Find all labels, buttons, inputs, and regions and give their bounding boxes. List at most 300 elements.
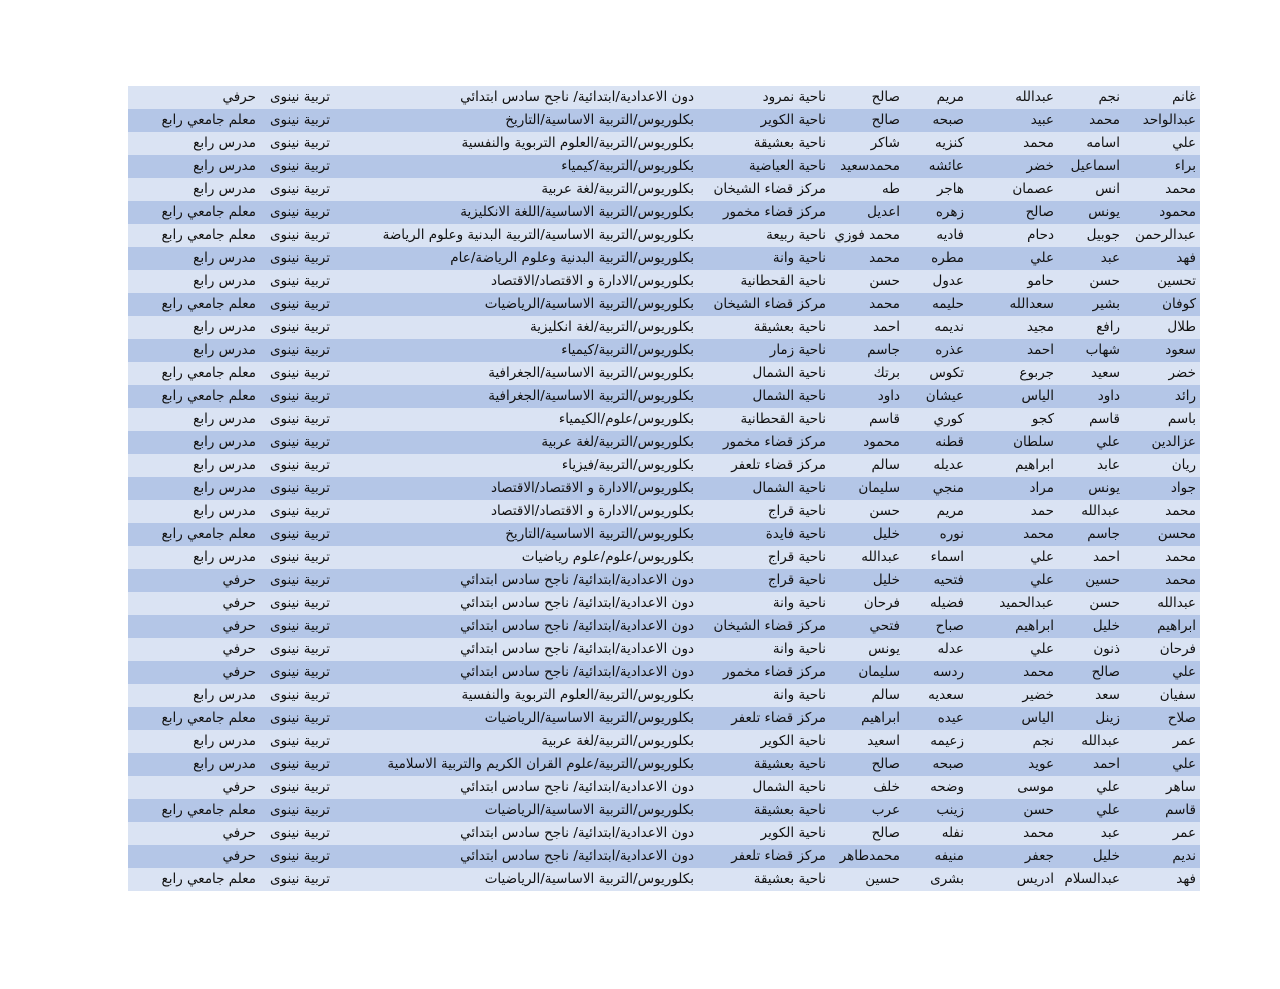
cell-district[interactable]: ناحية قراج: [767, 503, 826, 519]
cell-qualification[interactable]: بكلوريوس/التربية الاساسية/الرياضيات: [484, 871, 694, 887]
cell-mother-father-name[interactable]: صالح: [871, 112, 900, 128]
cell-grandfather-name[interactable]: عبيد: [1030, 112, 1054, 128]
cell-mother-name[interactable]: ردسه: [932, 664, 964, 680]
cell-job-title[interactable]: حرفي: [222, 89, 256, 105]
cell-mother-name[interactable]: عديله: [933, 457, 964, 473]
cell-mother-father-name[interactable]: صالح: [871, 89, 900, 105]
cell-mother-name[interactable]: عدول: [932, 273, 964, 289]
cell-father-name[interactable]: انس: [1095, 181, 1120, 197]
cell-first-name[interactable]: عبدالله: [1157, 595, 1196, 611]
cell-father-name[interactable]: يونس: [1088, 480, 1120, 496]
cell-grandfather-name[interactable]: ابراهيم: [1015, 457, 1054, 473]
cell-first-name[interactable]: تحسين: [1157, 273, 1196, 289]
cell-mother-name[interactable]: عيده: [937, 710, 964, 726]
cell-district[interactable]: ناحية بعشيقة: [753, 802, 826, 818]
cell-first-name[interactable]: فرحان: [1159, 641, 1196, 657]
cell-directorate[interactable]: تربية نينوى: [269, 250, 330, 266]
cell-qualification[interactable]: بكلوريوس/التربية/فيزياء: [561, 457, 694, 473]
cell-father-name[interactable]: خليل: [1092, 848, 1120, 864]
cell-qualification[interactable]: دون الاعدادية/ابتدائية/ ناجح سادس ابتدائي: [460, 572, 694, 588]
cell-father-name[interactable]: بشير: [1092, 296, 1120, 312]
cell-father-name[interactable]: داود: [1097, 388, 1120, 404]
cell-father-name[interactable]: احمد: [1093, 549, 1120, 565]
cell-qualification[interactable]: دون الاعدادية/ابتدائية/ ناجح سادس ابتدائي: [460, 618, 694, 634]
cell-mother-name[interactable]: فضيله: [930, 595, 964, 611]
cell-district[interactable]: ناحية وانة: [772, 641, 826, 657]
cell-grandfather-name[interactable]: عويد: [1028, 756, 1054, 772]
cell-grandfather-name[interactable]: علي: [1030, 250, 1054, 266]
cell-job-title[interactable]: حرفي: [222, 825, 256, 841]
cell-mother-name[interactable]: تكوس: [929, 365, 964, 381]
cell-directorate[interactable]: تربية نينوى: [269, 181, 330, 197]
cell-directorate[interactable]: تربية نينوى: [269, 434, 330, 450]
cell-mother-father-name[interactable]: شاكر: [870, 135, 900, 151]
cell-father-name[interactable]: صالح: [1091, 664, 1120, 680]
cell-district[interactable]: ناحية وانة: [772, 595, 826, 611]
cell-grandfather-name[interactable]: مراد: [1029, 480, 1054, 496]
cell-mother-name[interactable]: نفله: [941, 825, 964, 841]
cell-grandfather-name[interactable]: محمد: [1023, 664, 1054, 680]
cell-district[interactable]: ناحية وانة: [772, 687, 826, 703]
cell-directorate[interactable]: تربية نينوى: [269, 342, 330, 358]
cell-father-name[interactable]: حسن: [1089, 273, 1120, 289]
cell-directorate[interactable]: تربية نينوى: [269, 319, 330, 335]
cell-mother-name[interactable]: منيفه: [934, 848, 964, 864]
cell-job-title[interactable]: حرفي: [222, 618, 256, 634]
cell-job-title[interactable]: مدرس رابع: [193, 273, 256, 289]
cell-qualification[interactable]: بكلوريوس/التربية/العلوم التربوية والنفسية: [461, 135, 694, 151]
cell-grandfather-name[interactable]: سلطان: [1013, 434, 1054, 450]
cell-grandfather-name[interactable]: صالح: [1025, 204, 1054, 220]
cell-father-name[interactable]: عبدالله: [1081, 503, 1120, 519]
cell-directorate[interactable]: تربية نينوى: [269, 457, 330, 473]
cell-district[interactable]: ناحية بعشيقة: [753, 319, 826, 335]
cell-district[interactable]: مركز قضاء الشيخان: [713, 618, 826, 634]
cell-directorate[interactable]: تربية نينوى: [269, 825, 330, 841]
cell-father-name[interactable]: نجم: [1098, 89, 1120, 105]
cell-district[interactable]: مركز قضاء تلعفر: [731, 848, 826, 864]
cell-directorate[interactable]: تربية نينوى: [269, 572, 330, 588]
cell-grandfather-name[interactable]: خضر: [1026, 158, 1054, 174]
cell-first-name[interactable]: كوفان: [1162, 296, 1196, 312]
cell-directorate[interactable]: تربية نينوى: [269, 595, 330, 611]
cell-grandfather-name[interactable]: محمد: [1023, 526, 1054, 542]
cell-mother-name[interactable]: وضحه: [930, 779, 964, 795]
cell-district[interactable]: ناحية الشمال: [752, 365, 826, 381]
cell-grandfather-name[interactable]: نجم: [1032, 733, 1054, 749]
cell-mother-father-name[interactable]: عبدالله: [861, 549, 900, 565]
cell-qualification[interactable]: بكلوريوس/التربية/لغة عربية: [541, 181, 694, 197]
cell-job-title[interactable]: معلم جامعي رابع: [161, 227, 256, 243]
cell-mother-name[interactable]: فتحيه: [933, 572, 964, 588]
cell-mother-father-name[interactable]: سالم: [871, 687, 900, 703]
cell-mother-father-name[interactable]: سليمان: [858, 664, 900, 680]
cell-district[interactable]: ناحية الشمال: [752, 480, 826, 496]
cell-mother-name[interactable]: زعيمه: [930, 733, 964, 749]
cell-qualification[interactable]: بكلوريوس/علوم/الكيمياء: [558, 411, 694, 427]
cell-job-title[interactable]: مدرس رابع: [193, 480, 256, 496]
cell-father-name[interactable]: علي: [1096, 434, 1120, 450]
cell-job-title[interactable]: مدرس رابع: [193, 158, 256, 174]
cell-mother-father-name[interactable]: فتحي: [869, 618, 900, 634]
cell-directorate[interactable]: تربية نينوى: [269, 641, 330, 657]
cell-district[interactable]: مركز قضاء مخمور: [722, 204, 826, 220]
cell-father-name[interactable]: عبد: [1100, 250, 1120, 266]
cell-directorate[interactable]: تربية نينوى: [269, 526, 330, 542]
cell-qualification[interactable]: دون الاعدادية/ابتدائية/ ناجح سادس ابتدائي: [460, 595, 694, 611]
cell-father-name[interactable]: عبدالسلام: [1064, 871, 1120, 887]
cell-father-name[interactable]: شهاب: [1085, 342, 1120, 358]
cell-job-title[interactable]: معلم جامعي رابع: [161, 112, 256, 128]
cell-district[interactable]: ناحية زمار: [769, 342, 826, 358]
cell-father-name[interactable]: عبد: [1100, 825, 1120, 841]
cell-mother-father-name[interactable]: طه: [882, 181, 900, 197]
cell-mother-name[interactable]: سعديه: [928, 687, 964, 703]
cell-first-name[interactable]: غانم: [1172, 89, 1196, 105]
cell-district[interactable]: ناحية فايدة: [765, 526, 826, 542]
cell-grandfather-name[interactable]: احمد: [1027, 342, 1054, 358]
cell-grandfather-name[interactable]: حامو: [1027, 273, 1054, 289]
cell-mother-name[interactable]: نديمه: [934, 319, 964, 335]
cell-first-name[interactable]: محمد: [1165, 503, 1196, 519]
cell-qualification[interactable]: بكلوريوس/التربية الاساسية/الجغرافية: [488, 365, 694, 381]
cell-father-name[interactable]: اسامه: [1086, 135, 1120, 151]
cell-first-name[interactable]: قاسم: [1165, 802, 1196, 818]
cell-mother-father-name[interactable]: حسن: [869, 273, 900, 289]
cell-mother-name[interactable]: مطره: [931, 250, 964, 266]
cell-grandfather-name[interactable]: الياس: [1021, 710, 1054, 726]
cell-job-title[interactable]: معلم جامعي رابع: [161, 388, 256, 404]
cell-job-title[interactable]: حرفي: [222, 848, 256, 864]
cell-directorate[interactable]: تربية نينوى: [269, 779, 330, 795]
cell-qualification[interactable]: بكلوريوس/التربية/كيمياء: [561, 342, 694, 358]
cell-district[interactable]: ناحية بعشيقة: [753, 135, 826, 151]
cell-first-name[interactable]: نديم: [1172, 848, 1196, 864]
cell-directorate[interactable]: تربية نينوى: [269, 204, 330, 220]
cell-district[interactable]: ناحية قراج: [767, 549, 826, 565]
cell-father-name[interactable]: جوبيل: [1086, 227, 1120, 243]
cell-qualification[interactable]: بكلوريوس/التربية البدنية وعلوم الرياضة/عام: [450, 250, 694, 266]
cell-father-name[interactable]: جاسم: [1087, 526, 1120, 542]
cell-directorate[interactable]: تربية نينوى: [269, 135, 330, 151]
cell-father-name[interactable]: عبدالله: [1081, 733, 1120, 749]
cell-qualification[interactable]: بكلوريوس/التربية الاساسية/التاريخ: [505, 526, 694, 542]
cell-grandfather-name[interactable]: جربوع: [1019, 365, 1054, 381]
cell-father-name[interactable]: ذنون: [1093, 641, 1120, 657]
cell-father-name[interactable]: اسماعيل: [1070, 158, 1120, 174]
cell-mother-father-name[interactable]: سالم: [871, 457, 900, 473]
cell-father-name[interactable]: سعد: [1095, 687, 1120, 703]
cell-job-title[interactable]: حرفي: [222, 595, 256, 611]
cell-mother-father-name[interactable]: احمد: [873, 319, 900, 335]
cell-district[interactable]: ناحية الكوير: [760, 825, 826, 841]
cell-mother-name[interactable]: زينب: [936, 802, 964, 818]
cell-district[interactable]: مركز قضاء مخمور: [722, 434, 826, 450]
cell-grandfather-name[interactable]: عصمان: [1012, 181, 1054, 197]
cell-mother-father-name[interactable]: اعديل: [867, 204, 900, 220]
cell-mother-father-name[interactable]: ابراهيم: [861, 710, 900, 726]
cell-job-title[interactable]: معلم جامعي رابع: [161, 204, 256, 220]
cell-mother-father-name[interactable]: صالح: [871, 756, 900, 772]
cell-grandfather-name[interactable]: كجو: [1031, 411, 1054, 427]
cell-mother-father-name[interactable]: داود: [877, 388, 900, 404]
cell-district[interactable]: ناحية الشمال: [752, 779, 826, 795]
cell-qualification[interactable]: دون الاعدادية/ابتدائية/ ناجح سادس ابتدائي: [460, 779, 694, 795]
cell-father-name[interactable]: سعيد: [1091, 365, 1120, 381]
cell-job-title[interactable]: معلم جامعي رابع: [161, 710, 256, 726]
cell-grandfather-name[interactable]: حسن: [1023, 802, 1054, 818]
cell-job-title[interactable]: حرفي: [222, 641, 256, 657]
cell-mother-name[interactable]: هاجر: [936, 181, 964, 197]
cell-district[interactable]: ناحية القحطانية: [740, 411, 826, 427]
cell-directorate[interactable]: تربية نينوى: [269, 273, 330, 289]
cell-first-name[interactable]: محسن: [1157, 526, 1196, 542]
cell-father-name[interactable]: حسين: [1085, 572, 1120, 588]
cell-job-title[interactable]: مدرس رابع: [193, 756, 256, 772]
cell-district[interactable]: ناحية الشمال: [752, 388, 826, 404]
cell-first-name[interactable]: فهد: [1176, 871, 1196, 887]
cell-mother-name[interactable]: كنزيه: [935, 135, 964, 151]
cell-job-title[interactable]: حرفي: [222, 572, 256, 588]
cell-mother-name[interactable]: مريم: [936, 503, 964, 519]
cell-job-title[interactable]: معلم جامعي رابع: [161, 365, 256, 381]
cell-directorate[interactable]: تربية نينوى: [269, 687, 330, 703]
cell-qualification[interactable]: بكلوريوس/التربية الاساسية/التربية البدنية وعلوم الرياضة: [382, 227, 694, 243]
cell-qualification[interactable]: بكلوريوس/التربية الاساسية/الرياضيات: [484, 710, 694, 726]
cell-directorate[interactable]: تربية نينوى: [269, 503, 330, 519]
cell-directorate[interactable]: تربية نينوى: [269, 158, 330, 174]
cell-qualification[interactable]: دون الاعدادية/ابتدائية/ ناجح سادس ابتدائي: [460, 664, 694, 680]
cell-mother-name[interactable]: فاديه: [936, 227, 964, 243]
cell-grandfather-name[interactable]: عبدالحميد: [999, 595, 1054, 611]
cell-grandfather-name[interactable]: علي: [1030, 641, 1054, 657]
cell-first-name[interactable]: طلال: [1167, 319, 1196, 335]
cell-grandfather-name[interactable]: دحام: [1027, 227, 1054, 243]
cell-first-name[interactable]: محمد: [1165, 549, 1196, 565]
cell-grandfather-name[interactable]: ابراهيم: [1015, 618, 1054, 634]
cell-directorate[interactable]: تربية نينوى: [269, 802, 330, 818]
cell-grandfather-name[interactable]: علي: [1030, 549, 1054, 565]
cell-directorate[interactable]: تربية نينوى: [269, 756, 330, 772]
cell-directorate[interactable]: تربية نينوى: [269, 112, 330, 128]
cell-mother-name[interactable]: كوري: [933, 411, 964, 427]
cell-directorate[interactable]: تربية نينوى: [269, 549, 330, 565]
cell-father-name[interactable]: علي: [1096, 779, 1120, 795]
cell-mother-father-name[interactable]: حسن: [869, 503, 900, 519]
cell-qualification[interactable]: بكلوريوس/التربية الاساسية/الجغرافية: [488, 388, 694, 404]
cell-mother-name[interactable]: عدله: [937, 641, 964, 657]
cell-directorate[interactable]: تربية نينوى: [269, 848, 330, 864]
cell-grandfather-name[interactable]: محمد: [1023, 825, 1054, 841]
cell-district[interactable]: ناحية العياضية: [748, 158, 826, 174]
cell-grandfather-name[interactable]: سعدالله: [1009, 296, 1054, 312]
cell-first-name[interactable]: عمر: [1172, 733, 1196, 749]
cell-mother-father-name[interactable]: اسعيد: [867, 733, 900, 749]
cell-mother-name[interactable]: عذره: [935, 342, 964, 358]
cell-qualification[interactable]: دون الاعدادية/ابتدائية/ ناجح سادس ابتدائي: [460, 848, 694, 864]
cell-first-name[interactable]: صلاح: [1167, 710, 1196, 726]
cell-qualification[interactable]: بكلوريوس/الادارة و الاقتصاد/الاقتصاد: [490, 503, 694, 519]
cell-first-name[interactable]: علي: [1172, 135, 1196, 151]
cell-qualification[interactable]: بكلوريوس/التربية/العلوم التربوية والنفسية: [461, 687, 694, 703]
cell-district[interactable]: مركز قضاء تلعفر: [731, 710, 826, 726]
cell-first-name[interactable]: عمر: [1172, 825, 1196, 841]
cell-job-title[interactable]: معلم جامعي رابع: [161, 802, 256, 818]
cell-district[interactable]: ناحية القحطانية: [740, 273, 826, 289]
cell-mother-name[interactable]: حليمه: [932, 296, 964, 312]
cell-grandfather-name[interactable]: ادريس: [1016, 871, 1054, 887]
cell-first-name[interactable]: ابراهيم: [1157, 618, 1196, 634]
cell-job-title[interactable]: حرفي: [222, 664, 256, 680]
cell-mother-father-name[interactable]: محمدطاهر: [839, 848, 900, 864]
cell-first-name[interactable]: خضر: [1168, 365, 1196, 381]
cell-qualification[interactable]: دون الاعدادية/ابتدائية/ ناجح سادس ابتدائي: [460, 641, 694, 657]
cell-father-name[interactable]: احمد: [1093, 756, 1120, 772]
cell-mother-name[interactable]: صباح: [935, 618, 964, 634]
cell-mother-father-name[interactable]: جاسم: [867, 342, 900, 358]
cell-mother-name[interactable]: مريم: [936, 89, 964, 105]
cell-directorate[interactable]: تربية نينوى: [269, 664, 330, 680]
cell-father-name[interactable]: محمد: [1089, 112, 1120, 128]
cell-district[interactable]: ناحية قراج: [767, 572, 826, 588]
cell-qualification[interactable]: بكلوريوس/التربية/علوم القران الكريم والتربية الاسلامية: [387, 756, 694, 772]
cell-mother-name[interactable]: عيشان: [925, 388, 964, 404]
cell-mother-name[interactable]: اسماء: [930, 549, 964, 565]
cell-qualification[interactable]: بكلوريوس/التربية الاساسية/الرياضيات: [484, 296, 694, 312]
cell-mother-father-name[interactable]: حسين: [865, 871, 900, 887]
cell-job-title[interactable]: مدرس رابع: [193, 342, 256, 358]
cell-mother-father-name[interactable]: خليل: [872, 572, 900, 588]
cell-mother-father-name[interactable]: خلف: [873, 779, 900, 795]
cell-mother-name[interactable]: زهره: [935, 204, 964, 220]
cell-father-name[interactable]: رافع: [1096, 319, 1120, 335]
cell-grandfather-name[interactable]: حمد: [1030, 503, 1054, 519]
cell-grandfather-name[interactable]: عبدالله: [1015, 89, 1054, 105]
cell-first-name[interactable]: ريان: [1171, 457, 1196, 473]
cell-first-name[interactable]: محمد: [1165, 181, 1196, 197]
cell-district[interactable]: ناحية نمرود: [762, 89, 826, 105]
cell-directorate[interactable]: تربية نينوى: [269, 296, 330, 312]
cell-father-name[interactable]: خليل: [1092, 618, 1120, 634]
cell-mother-name[interactable]: صبحه: [932, 756, 964, 772]
cell-father-name[interactable]: حسن: [1089, 595, 1120, 611]
cell-first-name[interactable]: محمود: [1159, 204, 1196, 220]
cell-mother-father-name[interactable]: صالح: [871, 825, 900, 841]
cell-qualification[interactable]: بكلوريوس/الادارة و الاقتصاد/الاقتصاد: [490, 480, 694, 496]
cell-first-name[interactable]: علي: [1172, 756, 1196, 772]
cell-qualification[interactable]: بكلوريوس/التربية/لغة عربية: [541, 733, 694, 749]
cell-qualification[interactable]: بكلوريوس/علوم/علوم رياضيات: [521, 549, 694, 565]
cell-qualification[interactable]: بكلوريوس/التربية/كيمياء: [561, 158, 694, 174]
cell-mother-father-name[interactable]: برتك: [873, 365, 900, 381]
cell-first-name[interactable]: علي: [1172, 664, 1196, 680]
cell-first-name[interactable]: عبدالرحمن: [1135, 227, 1196, 243]
cell-job-title[interactable]: معلم جامعي رابع: [161, 526, 256, 542]
cell-directorate[interactable]: تربية نينوى: [269, 365, 330, 381]
cell-district[interactable]: ناحية الكوير: [760, 112, 826, 128]
cell-district[interactable]: مركز قضاء الشيخان: [713, 296, 826, 312]
cell-mother-father-name[interactable]: سليمان: [858, 480, 900, 496]
cell-mother-father-name[interactable]: عرب: [871, 802, 900, 818]
cell-job-title[interactable]: مدرس رابع: [193, 549, 256, 565]
cell-job-title[interactable]: مدرس رابع: [193, 434, 256, 450]
cell-district[interactable]: ناحية الكوير: [760, 733, 826, 749]
cell-mother-name[interactable]: صبحه: [932, 112, 964, 128]
cell-grandfather-name[interactable]: علي: [1030, 572, 1054, 588]
cell-job-title[interactable]: معلم جامعي رابع: [161, 871, 256, 887]
cell-directorate[interactable]: تربية نينوى: [269, 480, 330, 496]
cell-mother-father-name[interactable]: محمد فوزي: [834, 227, 900, 243]
cell-job-title[interactable]: مدرس رابع: [193, 319, 256, 335]
cell-district[interactable]: ناحية ربيعة: [766, 227, 826, 243]
cell-qualification[interactable]: دون الاعدادية/ابتدائية/ ناجح سادس ابتدائي: [460, 825, 694, 841]
cell-first-name[interactable]: رائد: [1174, 388, 1196, 404]
cell-mother-name[interactable]: نوره: [939, 526, 964, 542]
cell-grandfather-name[interactable]: موسى: [1017, 779, 1054, 795]
cell-mother-father-name[interactable]: محمد: [869, 250, 900, 266]
cell-district[interactable]: ناحية بعشيقة: [753, 756, 826, 772]
cell-directorate[interactable]: تربية نينوى: [269, 89, 330, 105]
cell-grandfather-name[interactable]: جعفر: [1024, 848, 1054, 864]
cell-job-title[interactable]: مدرس رابع: [193, 503, 256, 519]
cell-job-title[interactable]: مدرس رابع: [193, 411, 256, 427]
cell-mother-name[interactable]: منجي: [932, 480, 964, 496]
cell-first-name[interactable]: باسم: [1167, 411, 1196, 427]
cell-father-name[interactable]: عابد: [1096, 457, 1120, 473]
cell-job-title[interactable]: معلم جامعي رابع: [161, 296, 256, 312]
cell-first-name[interactable]: ساهر: [1166, 779, 1196, 795]
cell-qualification[interactable]: بكلوريوس/التربية الاساسية/التاريخ: [505, 112, 694, 128]
cell-directorate[interactable]: تربية نينوى: [269, 618, 330, 634]
cell-mother-father-name[interactable]: محمد: [869, 296, 900, 312]
cell-first-name[interactable]: جواد: [1170, 480, 1196, 496]
cell-mother-father-name[interactable]: فرحان: [863, 595, 900, 611]
cell-mother-father-name[interactable]: محمدسعيد: [840, 158, 900, 174]
cell-mother-name[interactable]: بشرى: [930, 871, 964, 887]
cell-district[interactable]: مركز قضاء مخمور: [722, 664, 826, 680]
cell-directorate[interactable]: تربية نينوى: [269, 710, 330, 726]
cell-mother-name[interactable]: قطنه: [935, 434, 964, 450]
cell-father-name[interactable]: يونس: [1088, 204, 1120, 220]
cell-qualification[interactable]: بكلوريوس/التربية الاساسية/اللغة الانكليزية: [460, 204, 694, 220]
cell-directorate[interactable]: تربية نينوى: [269, 411, 330, 427]
cell-first-name[interactable]: سفيان: [1159, 687, 1196, 703]
cell-job-title[interactable]: مدرس رابع: [193, 457, 256, 473]
cell-district[interactable]: ناحية بعشيقة: [753, 871, 826, 887]
cell-directorate[interactable]: تربية نينوى: [269, 227, 330, 243]
cell-job-title[interactable]: مدرس رابع: [193, 181, 256, 197]
cell-grandfather-name[interactable]: خضير: [1022, 687, 1054, 703]
cell-directorate[interactable]: تربية نينوى: [269, 871, 330, 887]
cell-district[interactable]: ناحية وانة: [772, 250, 826, 266]
cell-first-name[interactable]: سعود: [1165, 342, 1196, 358]
cell-job-title[interactable]: مدرس رابع: [193, 733, 256, 749]
cell-first-name[interactable]: فهد: [1176, 250, 1196, 266]
cell-mother-name[interactable]: عائشه: [928, 158, 964, 174]
cell-father-name[interactable]: قاسم: [1089, 411, 1120, 427]
cell-grandfather-name[interactable]: محمد: [1023, 135, 1054, 151]
cell-father-name[interactable]: علي: [1096, 802, 1120, 818]
cell-father-name[interactable]: زينل: [1095, 710, 1120, 726]
cell-mother-father-name[interactable]: خليل: [872, 526, 900, 542]
cell-qualification[interactable]: بكلوريوس/التربية الاساسية/الرياضيات: [484, 802, 694, 818]
cell-qualification[interactable]: بكلوريوس/التربية/لغة عربية: [541, 434, 694, 450]
cell-first-name[interactable]: عبدالواحد: [1142, 112, 1196, 128]
cell-district[interactable]: مركز قضاء تلعفر: [731, 457, 826, 473]
cell-directorate[interactable]: تربية نينوى: [269, 733, 330, 749]
cell-qualification[interactable]: دون الاعدادية/ابتدائية/ ناجح سادس ابتدائي: [460, 89, 694, 105]
cell-first-name[interactable]: عزالدين: [1151, 434, 1196, 450]
